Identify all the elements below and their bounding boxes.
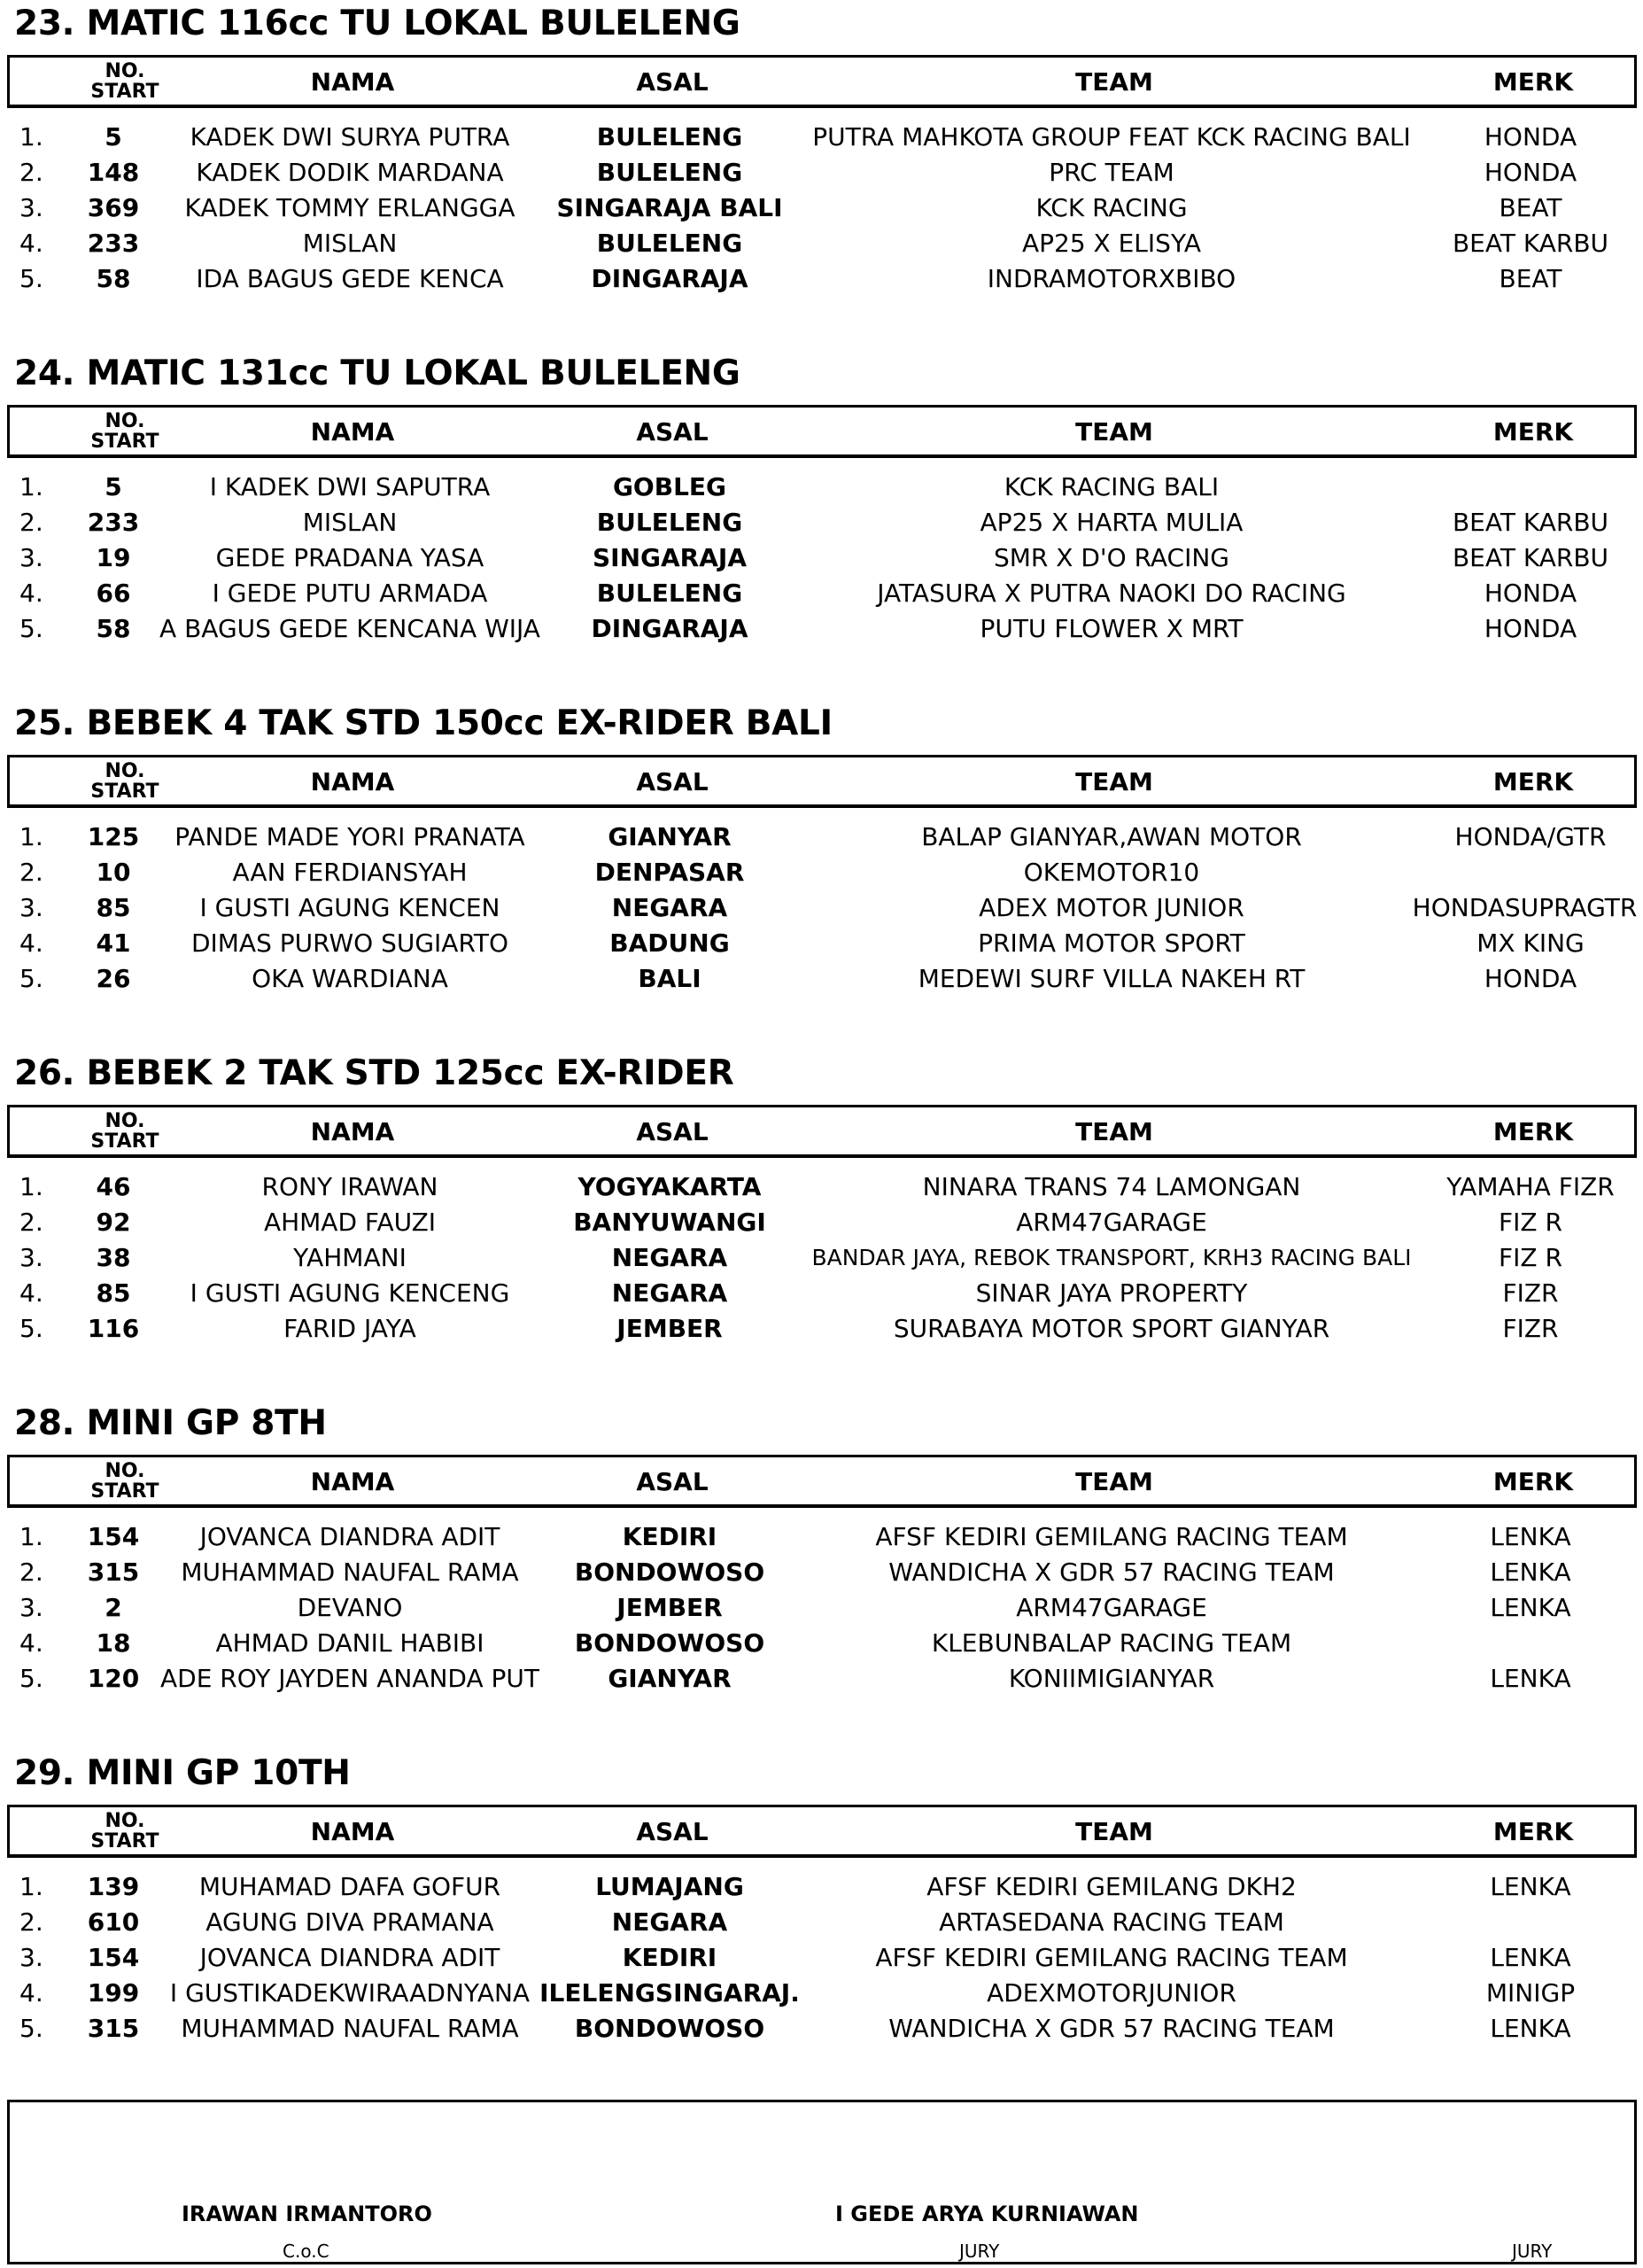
signature-role-jury: JURY [959, 2241, 1000, 2262]
position: 4. [19, 229, 43, 258]
rider-name: JOVANCA DIANDRA ADIT [199, 1943, 500, 1972]
rider-origin: NEGARA [611, 893, 728, 922]
table-row [0, 890, 1643, 926]
header-nama: NAMA [310, 1466, 395, 1496]
bike-brand: LENKA [1490, 1664, 1571, 1693]
rider-team: KLEBUNBALAP RACING TEAM [931, 1628, 1292, 1658]
rider-name: DIMAS PURWO SUGIARTO [190, 928, 509, 958]
signature-name-jury: I GEDE ARYA KURNIAWAN [835, 2202, 1139, 2226]
table-header [7, 1805, 1637, 1858]
bike-brand: HONDA [1484, 158, 1577, 187]
rider-origin: BULELENG [596, 229, 743, 258]
rider-name: AAN FERDIANSYAH [232, 858, 468, 887]
rider-team: KCK RACING BALI [1004, 472, 1220, 501]
section-title: 23. MATIC 116cc TU LOKAL BULELENG [14, 4, 740, 43]
table-row [0, 1626, 1643, 1661]
header-no-start: NO. START [90, 60, 159, 103]
table-row [0, 855, 1643, 890]
bike-brand [1407, 1905, 1643, 1940]
table-row [0, 576, 1643, 611]
table-row [0, 1555, 1643, 1590]
bike-brand: YAMAHA FIZR [1446, 1172, 1615, 1201]
rider-name: FARID JAYA [283, 1314, 416, 1343]
rider-name: MISLAN [302, 508, 398, 537]
header-merk: MERK [1492, 66, 1574, 97]
section-title: 25. BEBEK 4 TAK STD 150cc EX-RIDER BALI [14, 703, 833, 743]
table-row [0, 1869, 1643, 1905]
header-asal: ASAL [636, 1466, 709, 1496]
rider-origin: BULELENG [596, 158, 743, 187]
rider-team: AFSF KEDIRI GEMILANG RACING TEAM [875, 1522, 1348, 1551]
position: 5. [19, 2014, 43, 2043]
start-number: 19 [96, 543, 131, 572]
position: 3. [19, 543, 43, 572]
rider-origin: NEGARA [611, 1243, 728, 1272]
rider-name: AGUNG DIVA PRAMANA [205, 1907, 494, 1937]
rider-name: I GEDE PUTU ARMADA [212, 579, 488, 608]
rider-name: I GUSTIKADEKWIRAADNYANA [169, 1978, 531, 2008]
table-row [0, 1940, 1643, 1976]
signature-role-coc: C.o.C [283, 2241, 329, 2262]
rider-origin: GIANYAR [608, 822, 732, 851]
position: 1. [19, 472, 43, 501]
position: 3. [19, 1943, 43, 1972]
table-row [0, 926, 1643, 961]
position: 3. [19, 1593, 43, 1622]
position: 2. [19, 158, 43, 187]
rider-team: WANDICHA X GDR 57 RACING TEAM [888, 1557, 1335, 1587]
bike-brand: FIZ R [1499, 1208, 1562, 1237]
header-merk: MERK [1492, 1466, 1574, 1496]
rider-origin: BANYUWANGI [573, 1208, 766, 1237]
bike-brand: LENKA [1490, 2014, 1571, 2043]
position: 3. [19, 893, 43, 922]
bike-brand: FIZR [1502, 1278, 1559, 1308]
start-number: 120 [87, 1664, 140, 1693]
table-row [0, 190, 1643, 226]
position: 2. [19, 1208, 43, 1237]
rider-name: OKA WARDIANA [252, 964, 448, 993]
start-number: 92 [96, 1208, 131, 1237]
header-nama: NAMA [310, 766, 395, 796]
rider-name: MUHAMMAD NAUFAL RAMA [181, 2014, 519, 2043]
table-row [0, 120, 1643, 155]
section-title: 28. MINI GP 8TH [14, 1403, 327, 1443]
table-row [0, 1976, 1643, 2011]
table-row [0, 1276, 1643, 1311]
start-number: 116 [87, 1314, 140, 1343]
position: 1. [19, 1522, 43, 1551]
header-team: TEAM [1075, 1466, 1153, 1496]
header-team: TEAM [1075, 1816, 1153, 1846]
bike-brand: LENKA [1490, 1872, 1571, 1901]
rider-name: KADEK DWI SURYA PUTRA [190, 122, 510, 151]
header-asal: ASAL [636, 416, 709, 447]
rider-team: PRC TEAM [1049, 158, 1174, 187]
rider-team: BANDAR JAYA, REBOK TRANSPORT, KRH3 RACING BALI [811, 1245, 1412, 1270]
rider-team: MEDEWI SURF VILLA NAKEH RT [918, 964, 1306, 993]
table-row [0, 1240, 1643, 1276]
start-number: 58 [96, 614, 131, 643]
table-row [0, 1590, 1643, 1626]
rider-team: AP25 X HARTA MULIA [980, 508, 1244, 537]
rider-team: KONIIMIGIANYAR [1008, 1664, 1215, 1693]
header-underline [7, 454, 1637, 455]
start-number: 85 [96, 1278, 131, 1308]
rider-origin: JEMBER [616, 1314, 723, 1343]
position: 1. [19, 122, 43, 151]
start-number: 315 [87, 1557, 140, 1587]
header-nama: NAMA [310, 1816, 395, 1846]
rider-team: AFSF KEDIRI GEMILANG RACING TEAM [875, 1943, 1348, 1972]
start-number: 315 [87, 2014, 140, 2043]
position: 1. [19, 822, 43, 851]
start-number: 233 [87, 508, 140, 537]
rider-team: ADEXMOTORJUNIOR [987, 1978, 1236, 2008]
bike-brand: HONDA/GTR [1454, 822, 1607, 851]
header-merk: MERK [1492, 1116, 1574, 1146]
table-header [7, 755, 1637, 808]
rider-name: KADEK DODIK MARDANA [196, 158, 504, 187]
start-number: 154 [87, 1522, 140, 1551]
bike-brand: HONDA [1484, 579, 1577, 608]
table-row [0, 1661, 1643, 1697]
section-title: 24. MATIC 131cc TU LOKAL BULELENG [14, 353, 740, 393]
position: 4. [19, 1978, 43, 2008]
rider-origin: BALI [638, 964, 701, 993]
table-row [0, 819, 1643, 855]
start-number: 66 [96, 579, 131, 608]
header-no-start: NO. START [90, 1110, 159, 1153]
header-nama: NAMA [310, 416, 395, 447]
position: 2. [19, 1907, 43, 1937]
rider-team: NINARA TRANS 74 LAMONGAN [922, 1172, 1301, 1201]
bike-brand: BEAT KARBU [1452, 229, 1609, 258]
rider-team: BALAP GIANYAR,AWAN MOTOR [921, 822, 1302, 851]
rider-team: OKEMOTOR10 [1023, 858, 1200, 887]
rider-name: YAHMANI [293, 1243, 407, 1272]
rider-name: I GUSTI AGUNG KENCEN [199, 893, 500, 922]
rider-origin: BULELENG [596, 508, 743, 537]
position: 4. [19, 1278, 43, 1308]
rider-name: AHMAD FAUZI [263, 1208, 437, 1237]
header-no-start: NO. START [90, 1460, 159, 1503]
table-row [0, 1169, 1643, 1205]
start-number: 2 [105, 1593, 122, 1622]
table-header [7, 1455, 1637, 1508]
header-merk: MERK [1492, 416, 1574, 447]
start-number: 41 [96, 928, 131, 958]
start-number: 369 [87, 193, 140, 222]
bike-brand: FIZ R [1499, 1243, 1562, 1272]
rider-name: JOVANCA DIANDRA ADIT [199, 1522, 500, 1551]
rider-name: GEDE PRADANA YASA [215, 543, 484, 572]
rider-origin: LUMAJANG [595, 1872, 744, 1901]
table-row [0, 505, 1643, 540]
rider-origin: NEGARA [611, 1907, 728, 1937]
header-underline [7, 1154, 1637, 1155]
rider-team: AFSF KEDIRI GEMILANG DKH2 [926, 1872, 1297, 1901]
rider-team: ARM47GARAGE [1016, 1208, 1207, 1237]
rider-team: WANDICHA X GDR 57 RACING TEAM [888, 2014, 1335, 2043]
position: 5. [19, 964, 43, 993]
table-row [0, 261, 1643, 297]
position: 2. [19, 858, 43, 887]
bike-brand: LENKA [1490, 1557, 1571, 1587]
bike-brand: FIZR [1502, 1314, 1559, 1343]
bike-brand [1407, 855, 1643, 890]
bike-brand: MX KING [1476, 928, 1585, 958]
header-underline [7, 1504, 1637, 1505]
position: 2. [19, 508, 43, 537]
rider-origin: KEDIRI [622, 1943, 717, 1972]
header-underline [7, 804, 1637, 805]
rider-origin: BADUNG [609, 928, 730, 958]
rider-team: ARTASEDANA RACING TEAM [939, 1907, 1284, 1937]
header-team: TEAM [1075, 766, 1153, 796]
header-team: TEAM [1075, 1116, 1153, 1146]
bike-brand: MINIGP [1485, 1978, 1576, 2008]
start-number: 26 [96, 964, 131, 993]
start-number: 139 [87, 1872, 140, 1901]
table-row [0, 226, 1643, 261]
start-number: 610 [87, 1907, 140, 1937]
table-row [0, 2011, 1643, 2047]
table-header [7, 1105, 1637, 1158]
bike-brand: HONDA [1484, 964, 1577, 993]
rider-team: PRIMA MOTOR SPORT [978, 928, 1245, 958]
header-no-start: NO. START [90, 760, 159, 803]
header-asal: ASAL [636, 1816, 709, 1846]
bike-brand [1407, 1626, 1643, 1661]
start-number: 10 [96, 858, 131, 887]
rider-team: SMR X D'O RACING [994, 543, 1229, 572]
start-number: 199 [87, 1978, 140, 2008]
rider-team: SINAR JAYA PROPERTY [975, 1278, 1248, 1308]
position: 1. [19, 1172, 43, 1201]
rider-name: I GUSTI AGUNG KENCENG [190, 1278, 510, 1308]
table-row [0, 540, 1643, 576]
position: 5. [19, 1664, 43, 1693]
table-row [0, 1905, 1643, 1940]
bike-brand: HONDA [1484, 122, 1577, 151]
rider-origin: NEGARA [611, 1278, 728, 1308]
section-title: 26. BEBEK 2 TAK STD 125cc EX-RIDER [14, 1053, 734, 1093]
start-number: 233 [87, 229, 140, 258]
start-number: 5 [105, 472, 122, 501]
start-number: 5 [105, 122, 122, 151]
table-row [0, 1205, 1643, 1240]
signature-name-coc: IRAWAN IRMANTORO [182, 2202, 432, 2226]
rider-name: RONY IRAWAN [261, 1172, 438, 1201]
start-number: 154 [87, 1943, 140, 1972]
start-number: 148 [87, 158, 140, 187]
bike-brand: BEAT [1499, 193, 1562, 222]
position: 4. [19, 1628, 43, 1658]
rider-team: JATASURA X PUTRA NAOKI DO RACING [877, 579, 1346, 608]
rider-name: MUHAMMAD NAUFAL RAMA [181, 1557, 519, 1587]
position: 2. [19, 1557, 43, 1587]
header-nama: NAMA [310, 1116, 395, 1146]
position: 4. [19, 928, 43, 958]
bike-brand: BEAT KARBU [1452, 543, 1609, 572]
table-header [7, 405, 1637, 458]
section-title: 29. MINI GP 10TH [14, 1753, 351, 1793]
rider-origin: DENPASAR [594, 858, 745, 887]
rider-name: A BAGUS GEDE KENCANA WIJA [159, 614, 540, 643]
signature-role-jury-2: JURY [1512, 2241, 1553, 2262]
header-underline [7, 1854, 1637, 1855]
rider-name: PANDE MADE YORI PRANATA [174, 822, 525, 851]
signature-box [7, 2100, 1637, 2264]
start-number: 18 [96, 1628, 131, 1658]
rider-origin: GOBLEG [612, 472, 727, 501]
rider-name: IDA BAGUS GEDE KENCA [196, 264, 504, 293]
position: 5. [19, 264, 43, 293]
position: 1. [19, 1872, 43, 1901]
table-row [0, 611, 1643, 647]
rider-team: KCK RACING [1035, 193, 1188, 222]
rider-team: ARM47GARAGE [1016, 1593, 1207, 1622]
rider-origin: SINGARAJA [593, 543, 747, 572]
header-nama: NAMA [310, 66, 395, 97]
position: 4. [19, 579, 43, 608]
start-number: 125 [87, 822, 140, 851]
rider-team: PUTU FLOWER X MRT [980, 614, 1244, 643]
bike-brand: LENKA [1490, 1593, 1571, 1622]
bike-brand: LENKA [1490, 1943, 1571, 1972]
header-merk: MERK [1492, 1816, 1574, 1846]
rider-name: MUHAMAD DAFA GOFUR [198, 1872, 501, 1901]
header-asal: ASAL [636, 1116, 709, 1146]
position: 5. [19, 1314, 43, 1343]
rider-name: DEVANO [297, 1593, 403, 1622]
header-merk: MERK [1492, 766, 1574, 796]
position: 3. [19, 193, 43, 222]
rider-origin: BONDOWOSO [574, 1557, 765, 1587]
rider-origin: SINGARAJA BALI [556, 193, 783, 222]
bike-brand: HONDASUPRAGTR [1412, 893, 1638, 922]
bike-brand: LENKA [1490, 1522, 1571, 1551]
header-team: TEAM [1075, 66, 1153, 97]
rider-origin: ILELENGSINGARAJ. [539, 1978, 800, 2008]
position: 3. [19, 1243, 43, 1272]
header-team: TEAM [1075, 416, 1153, 447]
rider-name: AHMAD DANIL HABIBI [215, 1628, 484, 1658]
rider-team: SURABAYA MOTOR SPORT GIANYAR [893, 1314, 1330, 1343]
table-row [0, 1519, 1643, 1555]
table-row [0, 470, 1643, 505]
rider-name: ADE ROY JAYDEN ANANDA PUT [159, 1664, 540, 1693]
rider-origin: BULELENG [596, 579, 743, 608]
rider-team: PUTRA MAHKOTA GROUP FEAT KCK RACING BALI [812, 122, 1411, 151]
header-asal: ASAL [636, 766, 709, 796]
rider-origin: BONDOWOSO [574, 1628, 765, 1658]
table-row [0, 961, 1643, 997]
position: 5. [19, 614, 43, 643]
start-number: 38 [96, 1243, 131, 1272]
rider-origin: YOGYAKARTA [577, 1172, 762, 1201]
header-no-start: NO. START [90, 410, 159, 453]
rider-name: MISLAN [302, 229, 398, 258]
rider-origin: KEDIRI [622, 1522, 717, 1551]
rider-name: KADEK TOMMY ERLANGGA [184, 193, 515, 222]
rider-origin: DINGARAJA [591, 264, 748, 293]
bike-brand: BEAT KARBU [1452, 508, 1609, 537]
rider-origin: JEMBER [616, 1593, 723, 1622]
table-row [0, 155, 1643, 190]
header-no-start: NO. START [90, 1810, 159, 1852]
bike-brand: HONDA [1484, 614, 1577, 643]
bike-brand [1407, 470, 1643, 505]
rider-origin: BONDOWOSO [574, 2014, 765, 2043]
rider-team: INDRAMOTORXBIBO [987, 264, 1236, 293]
rider-origin: BULELENG [596, 122, 743, 151]
rider-origin: DINGARAJA [591, 614, 748, 643]
rider-team: ADEX MOTOR JUNIOR [979, 893, 1244, 922]
start-number: 58 [96, 264, 131, 293]
rider-origin: GIANYAR [608, 1664, 732, 1693]
rider-name: I KADEK DWI SAPUTRA [209, 472, 491, 501]
bike-brand: BEAT [1499, 264, 1562, 293]
table-row [0, 1311, 1643, 1347]
rider-team: AP25 X ELISYA [1021, 229, 1202, 258]
start-number: 85 [96, 893, 131, 922]
table-header [7, 55, 1637, 108]
header-asal: ASAL [636, 66, 709, 97]
start-number: 46 [96, 1172, 131, 1201]
